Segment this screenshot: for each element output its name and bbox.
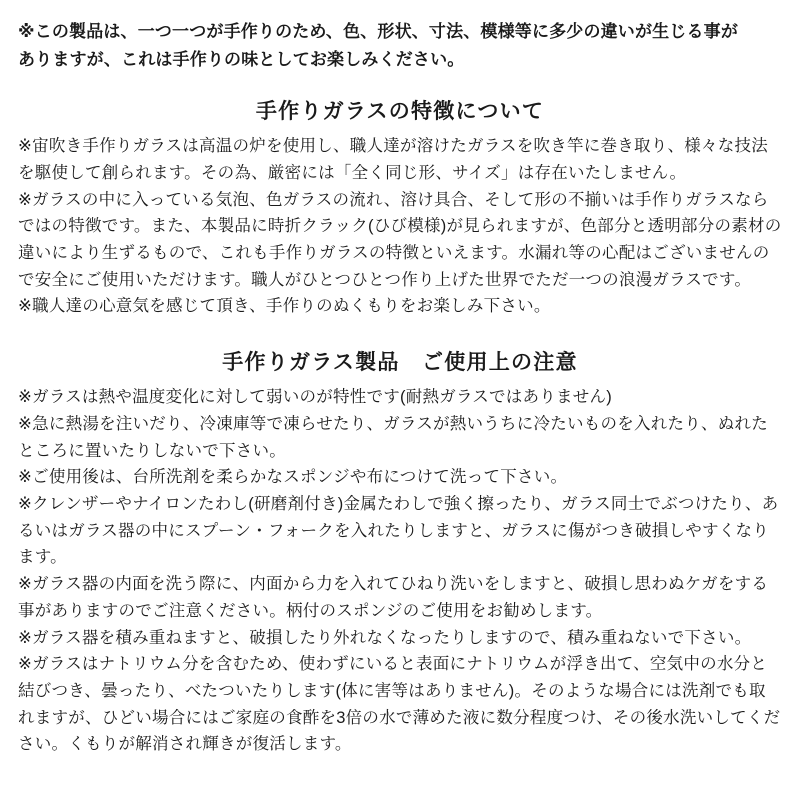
section-glass-features bbox=[18, 73, 782, 320]
paragraph: ※職人達の心意気を感じて頂き、手作りのぬくもりをお楽しみ下さい。 bbox=[18, 297, 551, 316]
paragraph: ※ご使用後は、台所洗剤を柔らかなスポンジや布につけて洗って下さい。 bbox=[18, 468, 568, 487]
paragraph: ※ガラスの中に入っている気泡、色ガラスの流れ、溶け具合、そして形の不揃いは手作りガラスならではの特徴です。また、本製品に時折クラック(ひび模様)が見られますが、色部分と透明部分の素材の違いにより生ずるもので、これも手作りガラスの特徴といえます。水漏れ等の心配はございませんので安全にご使用いただけます。職人がひとつひとつ作り上げた世界でただ一つの浪漫ガラスです。 bbox=[18, 190, 782, 289]
paragraph: ※急に熱湯を注いだり、冷凍庫等で凍らせたり、ガラスが熱いうちに冷たいものを入れたり、ぬれたところに置いたりしないで下さい。 bbox=[18, 414, 768, 460]
paragraph: ※クレンザーやナイロンたわし(研磨剤付き)金属たわしで強く擦ったり、ガラス同士でぶつけたり、あるいはガラス器の中にスプーン・フォークを入れたりしますと、ガラスに傷がつき破損しやすくなります。 bbox=[18, 494, 779, 567]
paragraph: ※ガラス器を積み重ねますと、破損したり外れなくなったりしますので、積み重ねないで下さい。 bbox=[18, 628, 752, 647]
paragraph: ※ガラスは熱や温度変化に対して弱いのが特性です(耐熱ガラスではありません) bbox=[18, 388, 612, 407]
section-usage-cautions bbox=[18, 320, 782, 758]
paragraph: ※宙吹き手作りガラスは高温の炉を使用し、職人達が溶けたガラスを吹き竿に巻き取り、様々な技法を駆使して創られます。その為、厳密には「全く同じ形、サイズ」は存在いたしません。 bbox=[18, 137, 768, 182]
intro-block bbox=[18, 18, 782, 73]
intro-line-1: ※この製品は、一つ一つが手作りのため、色、形状、寸法、模様等に多少の違いが生じる事が bbox=[18, 22, 738, 41]
section-heading-usage-cautions: 手作りガラス製品 ご使用上の注意 bbox=[222, 351, 578, 375]
section-body-usage-cautions bbox=[18, 384, 782, 758]
intro-line-2: ありますが、これは手作りの味としてお楽しみください。 bbox=[18, 49, 465, 69]
paragraph: ※ガラス器の内面を洗う際に、内面から力を入れてひねり洗いをしますと、破損し思わぬケガをする事がありますのでご注意ください。柄付のスポンジのご使用をお勧めします。 bbox=[18, 575, 769, 620]
section-body-glass-features bbox=[18, 133, 782, 320]
section-heading-glass-features: 手作りガラスの特徴について bbox=[255, 100, 545, 124]
paragraph: ※ガラスはナトリウム分を含むため、使わずにいると表面にナトリウムが浮き出て、空気中の水分と結びつき、曇ったり、べたついたりします(体に害等はありません)。そのような場合には洗剤でも取れますが、ひどい場合にはご家庭の食酢を3倍の水で薄めた液に数分程度つけ、その後水洗いしてください。くもりが解消され輝きが復活します。 bbox=[18, 655, 781, 754]
